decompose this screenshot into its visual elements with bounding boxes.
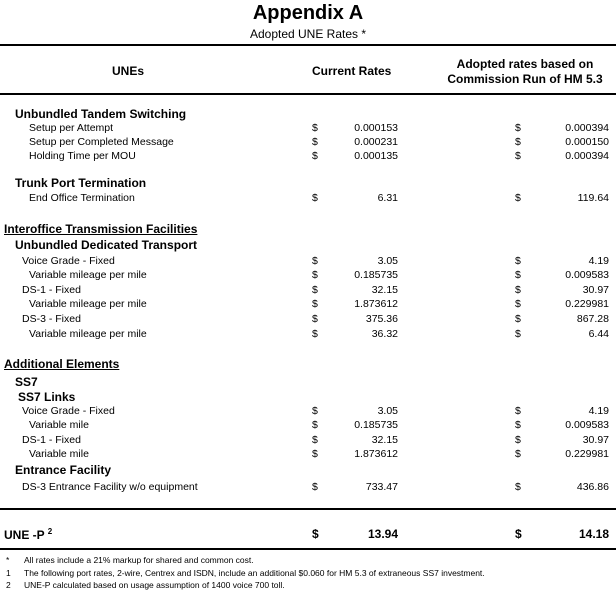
section-heading-row [0,357,616,371]
adopted-rate-currency: $ [515,150,521,162]
section-heading: Unbundled Dedicated Transport [15,238,198,252]
adopted-rate-value: 0.229981 [565,298,609,310]
rate-row [0,255,616,269]
adopted-rate-value: 4.19 [588,405,609,417]
adopted-rate-value: 436.86 [576,481,609,493]
current-rate-currency: $ [312,122,318,134]
adopted-rate-currency: $ [515,419,521,431]
adopted-rate-currency: $ [515,328,521,340]
footnote-text: All rates include a 21% markup for shared and common cost. [24,555,254,565]
section-heading-row [0,176,616,190]
section-heading: Interoffice Transmission Facilities [4,222,198,236]
rate-row [0,192,616,206]
current-rate-value: 6.31 [377,192,398,204]
rate-label: DS-1 - Fixed [22,434,81,446]
current-rate-currency: $ [312,192,318,204]
column-header-adopted-rates [440,57,610,87]
rate-row [0,298,616,312]
adopted-rate-currency: $ [515,313,521,325]
une-p-row [0,527,616,541]
adopted-rate-value: 0.000394 [565,150,609,162]
section-heading-row [0,375,616,389]
current-rate-value: 1.873612 [354,448,398,460]
current-rate-value: 36.32 [371,328,398,340]
adopted-header-line1: Adopted rates based on [456,57,594,71]
section-heading: Trunk Port Termination [15,176,147,190]
current-rate-value: 0.000135 [354,150,398,162]
rate-row [0,269,616,283]
adopted-rate-currency: $ [515,284,521,296]
current-rate-currency: $ [312,150,318,162]
current-rate-value: 375.36 [365,313,398,325]
rate-row [0,481,616,495]
section-heading: Additional Elements [4,357,120,371]
footnote-text: UNE-P calculated based on usage assumption of 1400 voice 700 toll. [24,580,285,590]
adopted-rate-currency: $ [515,136,521,148]
une-p-label: UNE -P $^2$ [4,527,53,542]
rate-label: Holding Time per MOU [29,150,136,162]
une-p-adopted-value: 14.18 [578,527,609,541]
footnotes-rule [0,548,616,550]
section-heading-row [0,390,616,404]
adopted-rate-currency: $ [515,481,521,493]
footnote-text: The following port rates, 2-wire, Centrex and ISDN, include an additional $0.060 for HM 5.3 of extraneous SS7 investment. [24,568,485,578]
rate-label: Voice Grade - Fixed [22,405,115,417]
adopted-rate-value: 867.28 [576,313,609,325]
rate-label: Variable mileage per mile [29,298,147,310]
rate-label: DS-1 - Fixed [22,284,81,296]
footnote [0,555,616,569]
adopted-rate-value: 0.009583 [565,419,609,431]
adopted-rate-currency: $ [515,448,521,460]
rate-row [0,419,616,433]
adopted-rate-value: 119.64 [577,192,609,204]
adopted-rate-currency: $ [515,298,521,310]
rate-row [0,313,616,327]
current-rate-currency: $ [312,136,318,148]
current-rate-currency: $ [312,284,318,296]
section-heading-row [0,107,616,121]
rate-label: Variable mile [29,448,89,460]
current-rate-currency: $ [312,434,318,446]
rate-row [0,328,616,342]
current-rate-currency: $ [312,328,318,340]
section-heading: Unbundled Tandem Switching [15,107,187,121]
adopted-rate-value: 30.97 [582,434,609,446]
rate-row [0,405,616,419]
adopted-rate-currency: $ [515,192,521,204]
column-header-current-rates: Current Rates [312,64,392,78]
adopted-rate-value: 30.97 [582,284,609,296]
rate-label: DS-3 Entrance Facility w/o equipment [22,481,198,493]
rate-row [0,136,616,150]
adopted-rate-currency: $ [515,255,521,267]
current-rate-value: 733.47 [365,481,398,493]
section-heading-row [0,222,616,236]
une-p-current-currency: $ [312,527,319,541]
current-rate-currency: $ [312,481,318,493]
rate-row [0,150,616,164]
rate-label: DS-3 - Fixed [22,313,81,325]
current-rate-value: 0.185735 [354,269,398,281]
current-rate-currency: $ [312,448,318,460]
une-p-current-value: 13.94 [367,527,398,541]
rate-label: Variable mile [29,419,89,431]
rate-label: Variable mileage per mile [29,328,147,340]
rate-label: Voice Grade - Fixed [22,255,115,267]
rate-label: Setup per Completed Message [29,136,174,148]
adopted-rate-value: 0.229981 [565,448,609,460]
section-heading: SS7 [15,375,38,389]
section-heading-row [0,238,616,252]
adopted-rate-value: 6.44 [588,328,609,340]
current-rate-value: 0.000231 [354,136,398,148]
header-top-rule [0,44,616,46]
current-rate-currency: $ [312,313,318,325]
footnote-mark: 1 [6,568,11,578]
une-p-adopted-currency: $ [515,527,522,541]
current-rate-value: 1.873612 [354,298,398,310]
adopted-rate-value: 0.000150 [565,136,609,148]
adopted-rate-currency: $ [515,122,521,134]
adopted-rate-currency: $ [515,269,521,281]
footnote [0,580,616,594]
current-rate-value: 0.185735 [354,419,398,431]
header-bottom-rule [0,93,616,95]
summary-rule [0,508,616,510]
adopted-rate-value: 0.009583 [565,269,609,281]
rate-row [0,448,616,462]
current-rate-currency: $ [312,269,318,281]
current-rate-value: 32.15 [371,284,398,296]
adopted-rate-value: 0.000394 [565,122,609,134]
current-rate-value: 0.000153 [354,122,398,134]
footnote-mark: * [6,555,10,565]
rate-row [0,122,616,136]
column-header-unes: UNEs [112,64,145,78]
section-heading-row [0,463,616,477]
rate-label: End Office Termination [29,192,135,204]
adopted-header-line2: Commission Run of HM 5.3 [447,72,603,86]
current-rate-currency: $ [312,298,318,310]
section-heading: SS7 Links [18,390,76,404]
current-rate-value: 3.05 [377,255,398,267]
current-rate-currency: $ [312,255,318,267]
rate-row [0,284,616,298]
current-rate-currency: $ [312,405,318,417]
footnote-mark: 2 [6,580,11,590]
current-rate-currency: $ [312,419,318,431]
section-heading: Entrance Facility [15,463,112,477]
rate-label: Setup per Attempt [29,122,114,134]
rate-label: Variable mileage per mile [29,269,147,281]
page-title: Appendix A [252,2,364,24]
adopted-rate-value: 4.19 [588,255,609,267]
adopted-rate-currency: $ [515,405,521,417]
adopted-rate-currency: $ [515,434,521,446]
rate-row [0,434,616,448]
page-subtitle: Adopted UNE Rates * [249,27,367,41]
current-rate-value: 32.15 [371,434,398,446]
current-rate-value: 3.05 [377,405,398,417]
